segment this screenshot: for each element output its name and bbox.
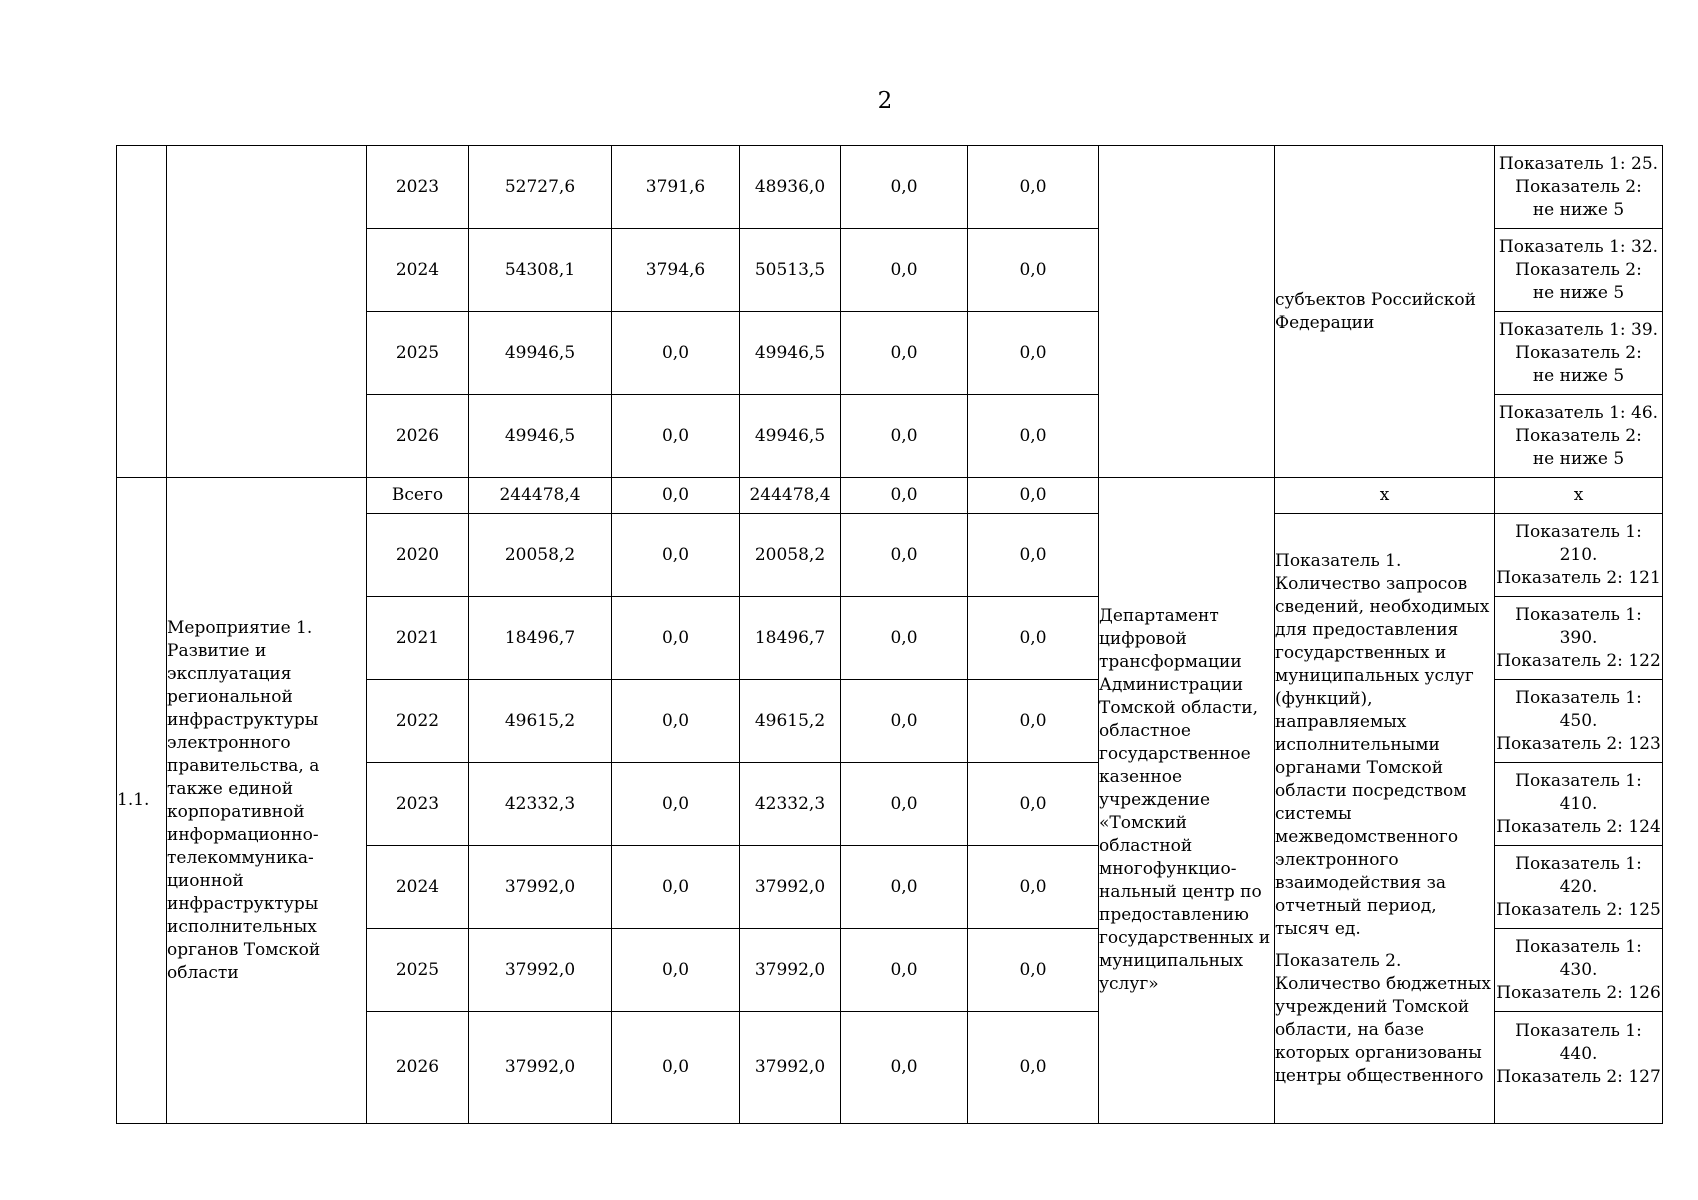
total-funds-cell: 37992,0 xyxy=(469,929,612,1012)
federal-funds-cell: 3794,6 xyxy=(612,229,740,312)
regional-funds-cell: 49946,5 xyxy=(740,312,841,395)
year-cell: 2024 xyxy=(367,229,469,312)
activity-number-cell xyxy=(117,478,167,1124)
year-cell: 2022 xyxy=(367,680,469,763)
indicator-value-line: 450. xyxy=(1559,710,1598,731)
local-funds-cell: 0,0 xyxy=(841,1012,968,1124)
total-label-cell: Всего xyxy=(367,478,469,514)
year-cell: 2024 xyxy=(367,846,469,929)
empty-name-cell xyxy=(167,146,367,478)
federal-funds-cell: 0,0 xyxy=(612,478,740,514)
indicator-value-line: не ниже 5 xyxy=(1532,448,1625,469)
indicator-description-cell xyxy=(1275,514,1495,1124)
local-funds-cell: 0,0 xyxy=(841,680,968,763)
federal-funds-cell: 0,0 xyxy=(612,514,740,597)
total-funds-cell: 37992,0 xyxy=(469,846,612,929)
table-row xyxy=(117,146,1663,229)
empty-number-cell xyxy=(117,146,167,478)
indicator-description-1: Показатель 1. Количество запросов сведений, необходимых для предоставления государственных и муниципальных услуг (функций), направляемых исполнительными органами Томской области посредством системы межведомственного электронного взаимодействия за отчетный период, тысяч ед. xyxy=(1275,550,1490,939)
federal-funds-cell: 0,0 xyxy=(612,395,740,478)
indicator-value-cell xyxy=(1495,846,1663,929)
indicator-value-line: Показатель 1: xyxy=(1515,687,1642,708)
year-cell: 2026 xyxy=(367,395,469,478)
total-funds-cell: 49946,5 xyxy=(469,395,612,478)
executor-cell xyxy=(1099,478,1275,1124)
total-funds-cell: 20058,2 xyxy=(469,514,612,597)
indicator-value-line: Показатель 2: xyxy=(1515,342,1642,363)
local-funds-cell: 0,0 xyxy=(841,312,968,395)
activity-number: 1.1. xyxy=(117,790,150,810)
indicator-value-line: Показатель 2: 122 xyxy=(1496,650,1661,671)
indicator-value-line: Показатель 1: 25. xyxy=(1498,153,1659,174)
regional-funds-cell: 18496,7 xyxy=(740,597,841,680)
regional-funds-cell: 37992,0 xyxy=(740,1012,841,1124)
other-funds-cell: 0,0 xyxy=(968,680,1099,763)
indicator-value-cell xyxy=(1495,763,1663,846)
year-cell: 2023 xyxy=(367,763,469,846)
regional-funds-cell: 49615,2 xyxy=(740,680,841,763)
other-funds-cell: 0,0 xyxy=(968,929,1099,1012)
local-funds-cell: 0,0 xyxy=(841,846,968,929)
regional-funds-cell: 20058,2 xyxy=(740,514,841,597)
indicator-value-cell xyxy=(1495,929,1663,1012)
federal-funds-cell: 0,0 xyxy=(612,929,740,1012)
page-number: 2 xyxy=(877,88,893,114)
indicator-value-cell xyxy=(1495,514,1663,597)
local-funds-cell: 0,0 xyxy=(841,763,968,846)
indicator-value-line: не ниже 5 xyxy=(1532,282,1625,303)
indicator-value-line: Показатель 1: xyxy=(1515,521,1642,542)
empty-executor-cell xyxy=(1099,146,1275,478)
total-funds-cell: 37992,0 xyxy=(469,1012,612,1124)
indicator-value-line: не ниже 5 xyxy=(1532,199,1625,220)
other-funds-cell: 0,0 xyxy=(968,478,1099,514)
local-funds-cell: 0,0 xyxy=(841,929,968,1012)
indicator-value-line: Показатель 1: xyxy=(1515,936,1642,957)
total-funds-cell: 52727,6 xyxy=(469,146,612,229)
year-cell: 2025 xyxy=(367,312,469,395)
indicator-value-line: Показатель 1: 39. xyxy=(1498,319,1659,340)
regional-funds-cell: 37992,0 xyxy=(740,929,841,1012)
local-funds-cell: 0,0 xyxy=(841,597,968,680)
other-funds-cell: 0,0 xyxy=(968,146,1099,229)
other-funds-cell: 0,0 xyxy=(968,229,1099,312)
year-cell: 2026 xyxy=(367,1012,469,1124)
local-funds-cell: 0,0 xyxy=(841,395,968,478)
indicator-value-line: Показатель 2: xyxy=(1515,176,1642,197)
regional-funds-cell: 50513,5 xyxy=(740,229,841,312)
other-funds-cell: 0,0 xyxy=(968,846,1099,929)
other-funds-cell: 0,0 xyxy=(968,395,1099,478)
regional-funds-cell: 49946,5 xyxy=(740,395,841,478)
year-cell: 2023 xyxy=(367,146,469,229)
indicator-value-line: Показатель 1: xyxy=(1515,604,1642,625)
indicator-value-line: 390. xyxy=(1559,627,1598,648)
federal-funds-cell: 0,0 xyxy=(612,680,740,763)
indicator-value-line: Показатель 2: 124 xyxy=(1496,816,1661,837)
indicator-value-line: 440. xyxy=(1559,1044,1598,1064)
indicator-value-cell xyxy=(1495,312,1663,395)
indicator-value-line: Показатель 1: 46. xyxy=(1498,402,1659,423)
local-funds-cell: 0,0 xyxy=(841,478,968,514)
other-funds-cell: 0,0 xyxy=(968,312,1099,395)
regional-funds-cell: 37992,0 xyxy=(740,846,841,929)
activity-name-cell xyxy=(167,478,367,1124)
indicator-description-text: субъектов Российской Федерации xyxy=(1275,289,1476,333)
indicator-description-2: Показатель 2. Количество бюджетных учреждений Томской области, на базе которых организованы центры общественного xyxy=(1275,950,1492,1086)
other-funds-cell: 0,0 xyxy=(968,597,1099,680)
indicator-value-line: Показатель 2: 121 xyxy=(1496,567,1661,588)
indicator-description-cell xyxy=(1275,146,1495,478)
federal-funds-cell: 0,0 xyxy=(612,846,740,929)
indicator-value-line: 210. xyxy=(1559,544,1598,565)
other-funds-cell: 0,0 xyxy=(968,1012,1099,1124)
indicator-value-line: Показатель 2: xyxy=(1515,425,1642,446)
regional-funds-cell: 48936,0 xyxy=(740,146,841,229)
executor-text: Департамент цифровой трансформации Администрации Томской области, областное государственное казенное учреждение «Томский областной многофункцио-нальный центр по предоставлению государственных и муниципальных услуг» xyxy=(1099,606,1271,994)
indicator-value-line: не ниже 5 xyxy=(1532,365,1625,386)
federal-funds-cell: 0,0 xyxy=(612,312,740,395)
activity-name: Мероприятие 1. Развитие и эксплуатация региональной инфраструктуры электронного правительства, а также единой корпоративной информационно-телекоммуника-ционной инфраструктуры исполнительных органов Томской области xyxy=(167,617,321,983)
local-funds-cell: 0,0 xyxy=(841,229,968,312)
indicator-value-mark: х xyxy=(1495,478,1663,514)
year-cell: 2020 xyxy=(367,514,469,597)
other-funds-cell: 0,0 xyxy=(968,763,1099,846)
local-funds-cell: 0,0 xyxy=(841,146,968,229)
total-funds-cell: 42332,3 xyxy=(469,763,612,846)
indicator-value-cell xyxy=(1495,395,1663,478)
indicator-value-line: Показатель 1: xyxy=(1515,1021,1642,1041)
indicator-value-line: Показатель 2: 126 xyxy=(1496,982,1661,1003)
federal-funds-cell: 0,0 xyxy=(612,763,740,846)
total-funds-cell: 49615,2 xyxy=(469,680,612,763)
indicator-value-line: 430. xyxy=(1559,959,1598,980)
regional-funds-cell: 42332,3 xyxy=(740,763,841,846)
federal-funds-cell: 0,0 xyxy=(612,597,740,680)
indicator-description-mark: х xyxy=(1275,478,1495,514)
total-funds-cell: 54308,1 xyxy=(469,229,612,312)
total-funds-cell: 18496,7 xyxy=(469,597,612,680)
indicator-value-cell xyxy=(1495,146,1663,229)
indicator-value-line: Показатель 1: xyxy=(1515,770,1642,791)
total-funds-cell: 49946,5 xyxy=(469,312,612,395)
indicator-value-line: Показатель 2: 125 xyxy=(1496,899,1661,920)
total-funds-cell: 244478,4 xyxy=(469,478,612,514)
year-cell: 2025 xyxy=(367,929,469,1012)
budget-table xyxy=(116,145,1663,1124)
indicator-value-line: Показатель 1: 32. xyxy=(1498,236,1659,257)
indicator-value-line: Показатель 1: xyxy=(1515,853,1642,874)
indicator-value-cell xyxy=(1495,680,1663,763)
table-row xyxy=(117,478,1663,514)
local-funds-cell: 0,0 xyxy=(841,514,968,597)
indicator-value-cell xyxy=(1495,1012,1663,1124)
year-cell: 2021 xyxy=(367,597,469,680)
indicator-value-cell xyxy=(1495,229,1663,312)
regional-funds-cell: 244478,4 xyxy=(740,478,841,514)
indicator-value-line: 410. xyxy=(1559,793,1598,814)
indicator-value-line: Показатель 2: xyxy=(1515,259,1642,280)
federal-funds-cell: 3791,6 xyxy=(612,146,740,229)
indicator-value-line: Показатель 2: 127 xyxy=(1496,1067,1661,1087)
indicator-value-cell xyxy=(1495,597,1663,680)
other-funds-cell: 0,0 xyxy=(968,514,1099,597)
indicator-value-line: Показатель 2: 123 xyxy=(1496,733,1661,754)
indicator-value-line: 420. xyxy=(1559,876,1598,897)
federal-funds-cell: 0,0 xyxy=(612,1012,740,1124)
